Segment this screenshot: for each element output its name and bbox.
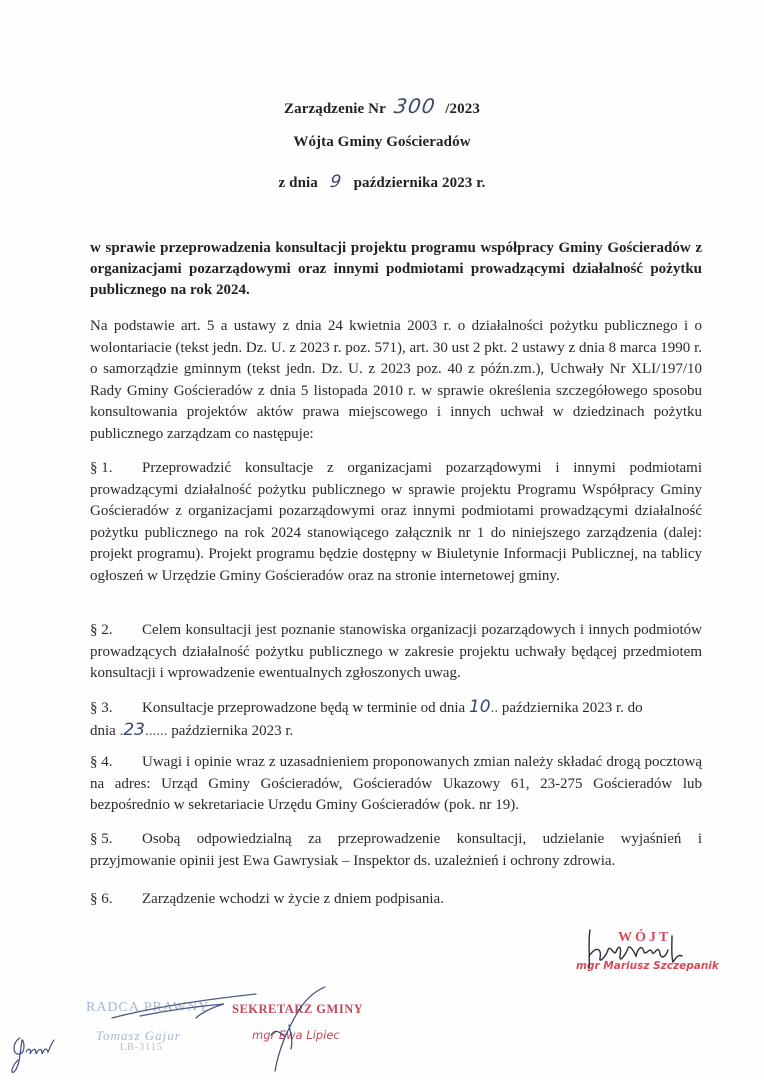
date-suffix: października 2023 r.	[353, 175, 486, 191]
paragraph-text: Zarządzenie wchodzi w życie z dniem podpisania.	[142, 891, 444, 907]
radca-stamp-name: Tomasz Gajur	[96, 1028, 181, 1043]
wojt-signature-icon	[574, 926, 704, 982]
wojt-stamp-name: mgr Mariusz Szczepanik	[576, 960, 719, 972]
paragraph-text-mid: października 2023 r. do	[498, 700, 643, 716]
radca-stamp-number: LB-3115	[120, 1042, 163, 1053]
line	[90, 720, 702, 743]
paragraph-6	[90, 889, 702, 911]
paragraph-marker: § 4.	[90, 754, 113, 770]
paragraph-marker: § 1.	[90, 460, 113, 476]
paragraph-marker: § 5.	[90, 831, 113, 847]
wojt-stamp-title: WÓJT	[618, 930, 672, 945]
paragraph-marker: § 6.	[90, 891, 113, 907]
title-prefix: Zarządzenie Nr	[284, 101, 386, 117]
handwritten-date-day: 9	[328, 172, 344, 192]
handwritten-end-day: 23	[123, 719, 145, 740]
paragraph-4	[90, 752, 702, 817]
paragraph-marker: § 3.	[90, 700, 113, 716]
paragraph-text: Przeprowadzić konsultacje z organizacjami pozarządowymi i innymi podmiotami prowadzącymi działalność pożytku publicznego w sprawie projektu Programu Współpracy Gminy Gościeradów z organizacjami pozarządowymi oraz innymi podmiotami prowadzącymi działalność pożytku publicznego na rok 2024 stanowiącego załącznik nr 1 do niniejszego zarządzenia (dalej: projekt programu). Projekt programu będzie dostępny w Biuletynie Informacji Publicznej, na tablicy ogłoszeń w Urzędzie Gminy Gościeradów oraz na stronie internetowej gminy.	[90, 460, 702, 584]
paragraph-text-end: października 2023 r.	[167, 722, 294, 739]
ordinance-issuer: Wójta Gminy Gościeradów	[293, 134, 471, 150]
ordinance-date	[0, 172, 764, 192]
paragraph-1	[90, 458, 702, 588]
handwritten-ordinance-number: 300	[393, 94, 438, 118]
sekretarz-stamp-name: mgr Ewa Lipiec	[252, 1028, 340, 1042]
handwritten-start-day: 10	[468, 697, 491, 717]
start-dots: ..	[490, 700, 499, 716]
paragraph-text: Uwagi i opinie wraz z uzasadnieniem proponowanych zmian należy składać drogą pocztową na adres: Urząd Gminy Gościeradów, Gościeradów Ukazowy 61, 23-275 Gościeradów lub bezpośrednio w sekretariacie Urzędu Gminy Gościeradów (pok. nr 19).	[90, 754, 702, 814]
paragraph-text: Celem konsultacji jest poznanie stanowiska organizacji pozarządowych i innych podmiotów prowadzących działalność pożytku publicznego w zakresie projektu uchwały będącej przedmiotem konsultacji i wprowadzenie ewentualnych zgłoszonych uwag.	[90, 622, 702, 682]
date-prefix: z dnia	[278, 175, 318, 191]
radca-stamp-title: RADCA PRAWNY	[86, 1000, 210, 1015]
ordinance-subject: w sprawie przeprowadzenia konsultacji projektu programu współpracy Gminy Gościeradów z organizacjami pozarządowymi oraz innymi podmiotami prowadzącymi działalność pożytku publicznego na rok 2024.	[90, 240, 702, 298]
paragraph-2	[90, 620, 702, 685]
end-dots-before: .	[119, 722, 124, 739]
paragraph-text-start: Konsultacje przeprowadzone będą w terminie od dnia	[142, 700, 466, 716]
paragraph-text: Osobą odpowiedzialną za przeprowadzenie konsultacji, udzielanie wyjaśnień i przyjmowanie opinii jest Ewa Gawrysiak – Inspektor ds. uzależnień i ochrony zdrowia.	[90, 831, 702, 869]
paragraph-marker: § 2.	[90, 622, 113, 638]
sekretarz-stamp-title: SEKRETARZ GMINY	[232, 1002, 364, 1016]
sekretarz-signature-icon	[265, 985, 335, 1075]
ordinance-title	[0, 94, 764, 118]
legal-basis: Na podstawie art. 5 a ustawy z dnia 24 kwietnia 2003 r. o działalności pożytku publicznego i o wolontariacie (tekst jedn. Dz. U. z 2023 r. poz. 571), art. 30 ust 2 pkt. 2 ustawy z dnia 8 marca 1990 r. o samorządzie gminnym (tekst jedn. Dz. U. z 2023 poz. 40 z późn.zm.), Uchwały Nr XLI/197/10 Rady Gminy Gościeradów z dnia 5 listopada 2010 r. w sprawie określenia szczegółowego sposobu konsultowania projektów aktów prawa miejscowego i innych uchwał w dziedzinach pożytku publicznego zarządzam co następuje:	[90, 318, 702, 442]
end-dots-after: ......	[144, 722, 168, 739]
wojt-stamp	[574, 926, 719, 982]
paragraph-5	[90, 829, 702, 872]
paragraph-text-end-prefix: dnia	[90, 722, 120, 739]
initials-signature-icon	[6, 1032, 58, 1076]
paragraph-3	[90, 697, 702, 742]
title-suffix: /2023	[445, 101, 480, 117]
